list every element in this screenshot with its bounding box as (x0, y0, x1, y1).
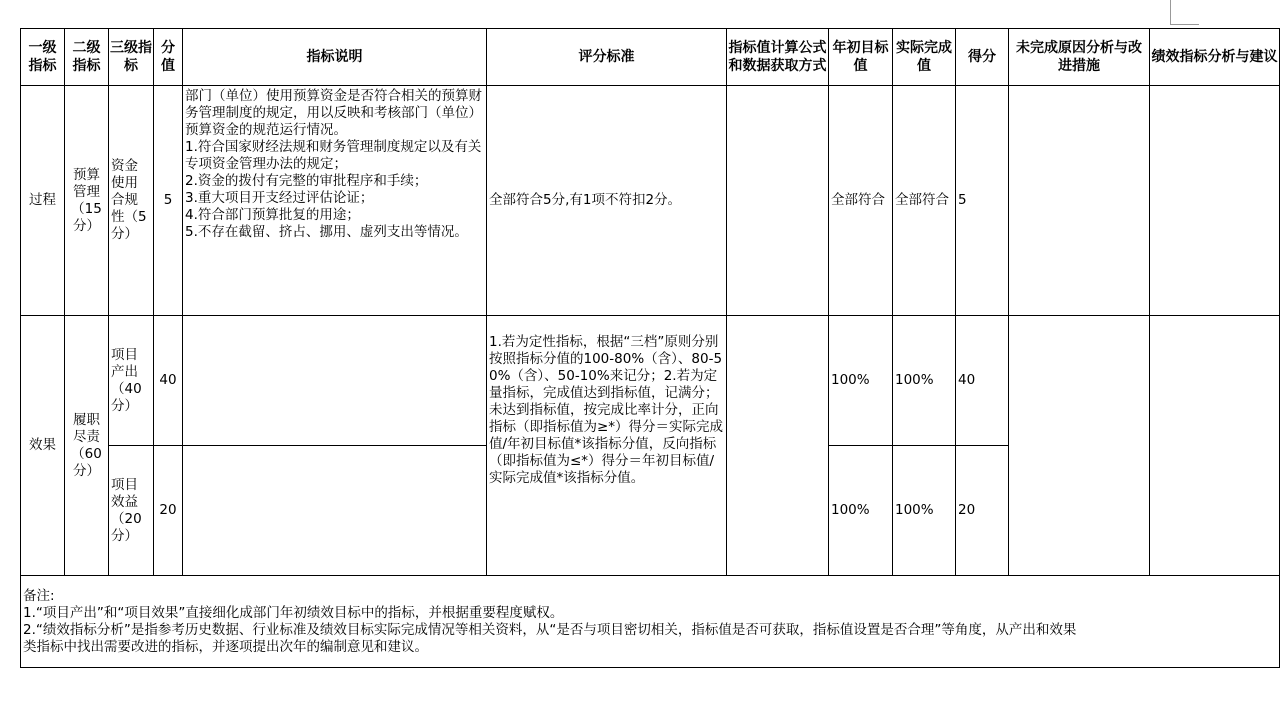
header-description: 指标说明 (183, 29, 487, 86)
header-level3: 三级指标 (109, 29, 154, 86)
process-formula (727, 86, 829, 316)
process-actual: 全部符合 (893, 86, 956, 316)
process-description-line: 2.资金的拨付有完整的审批程序和手续； (185, 173, 428, 189)
header-criteria: 评分标准 (487, 29, 727, 86)
output-actual: 100% (893, 316, 956, 446)
process-description-line: 1.符合国家财经法规和财务管理制度规定以及有关专项资金管理办法的规定； (185, 139, 482, 172)
header-level1: 一级指标 (21, 29, 65, 86)
process-advice (1150, 86, 1280, 316)
header-advice: 绩效指标分析与建议 (1150, 29, 1280, 86)
header-level2: 二级指标 (65, 29, 109, 86)
benefit-description (183, 446, 487, 576)
page-corner-mark (1170, 0, 1199, 25)
effect-level1: 效果 (21, 316, 65, 576)
process-score-value: 5 (154, 86, 183, 316)
effect-criteria: 1.若为定性指标，根据“三档”原则分别按照指标分值的100-80%（含）、80-50%（含）、50-10%来记分；2.若为定量指标，完成值达到指标值，记满分；未达到指标值，按完成比率计分，正向指标（即指标值为≥*）得分＝实际完成值/年初目标值*该指标分值，反向指标（即指标值为≤*）得分＝年初目标值/实际完成值*该指标分值。 (487, 316, 727, 576)
notes-line: 2.“绩效指标分析”是指参考历史数据、行业标准及绩效目标实际完成情况等相关资料，从“是否与项目密切相关，指标值是否可获取，指标值设置是否合理”等角度，从产出和效果 (23, 621, 1077, 638)
process-level1: 过程 (21, 86, 65, 316)
table-row-output (21, 316, 1280, 446)
process-description-line: 5.不存在截留、挤占、挪用、虚列支出等情况。 (185, 224, 468, 240)
benefit-target: 100% (829, 446, 893, 576)
header-target: 年初目标值 (829, 29, 893, 86)
benefit-level3: 项目效益（20分） (109, 446, 154, 576)
header-score-value: 分值 (154, 29, 183, 86)
process-description-line: 4.符合部门预算批复的用途； (185, 207, 360, 223)
notes-line: 类指标中找出需要改进的指标，并逐项提出次年的编制意见和建议。 (23, 638, 428, 655)
header-actual: 实际完成值 (893, 29, 956, 86)
process-description-line: 部门（单位）使用预算资金是否符合相关的预算财务管理制度的规定，用以反映和考核部门（单位）预算资金的规范运行情况。 (185, 88, 482, 138)
effect-reason (1009, 316, 1150, 576)
process-level2: 预算管理（15分） (65, 86, 109, 316)
output-target: 100% (829, 316, 893, 446)
output-score-value: 40 (154, 316, 183, 446)
benefit-score: 20 (956, 446, 1009, 576)
process-level3: 资金使用合规性（5分） (109, 86, 154, 316)
effect-advice (1150, 316, 1280, 576)
process-score: 5 (956, 86, 1009, 316)
output-description (183, 316, 487, 446)
table-row-process (21, 86, 1280, 316)
notes-line: 1.“项目产出”和“项目效果”直接细化成部门年初绩效目标中的指标，并根据重要程度赋权。 (23, 604, 564, 621)
notes-title: 备注: (23, 587, 55, 604)
process-reason (1009, 86, 1150, 316)
output-level3: 项目产出（40分） (109, 316, 154, 446)
process-target: 全部符合 (829, 86, 893, 316)
output-score: 40 (956, 316, 1009, 446)
process-criteria: 全部符合5分,有1项不符扣2分。 (487, 86, 727, 316)
notes-row (21, 576, 1280, 668)
benefit-actual: 100% (893, 446, 956, 576)
performance-table (20, 28, 1280, 668)
notes (21, 576, 1280, 668)
process-description-line: 3.重大项目开支经过评估论证； (185, 190, 374, 206)
process-description (183, 86, 487, 316)
benefit-score-value: 20 (154, 446, 183, 576)
effect-level2: 履职尽责（60分） (65, 316, 109, 576)
header-row (21, 29, 1280, 86)
effect-formula (727, 316, 829, 576)
header-reason: 未完成原因分析与改进措施 (1009, 29, 1150, 86)
header-score: 得分 (956, 29, 1009, 86)
header-formula: 指标值计算公式和数据获取方式 (727, 29, 829, 86)
